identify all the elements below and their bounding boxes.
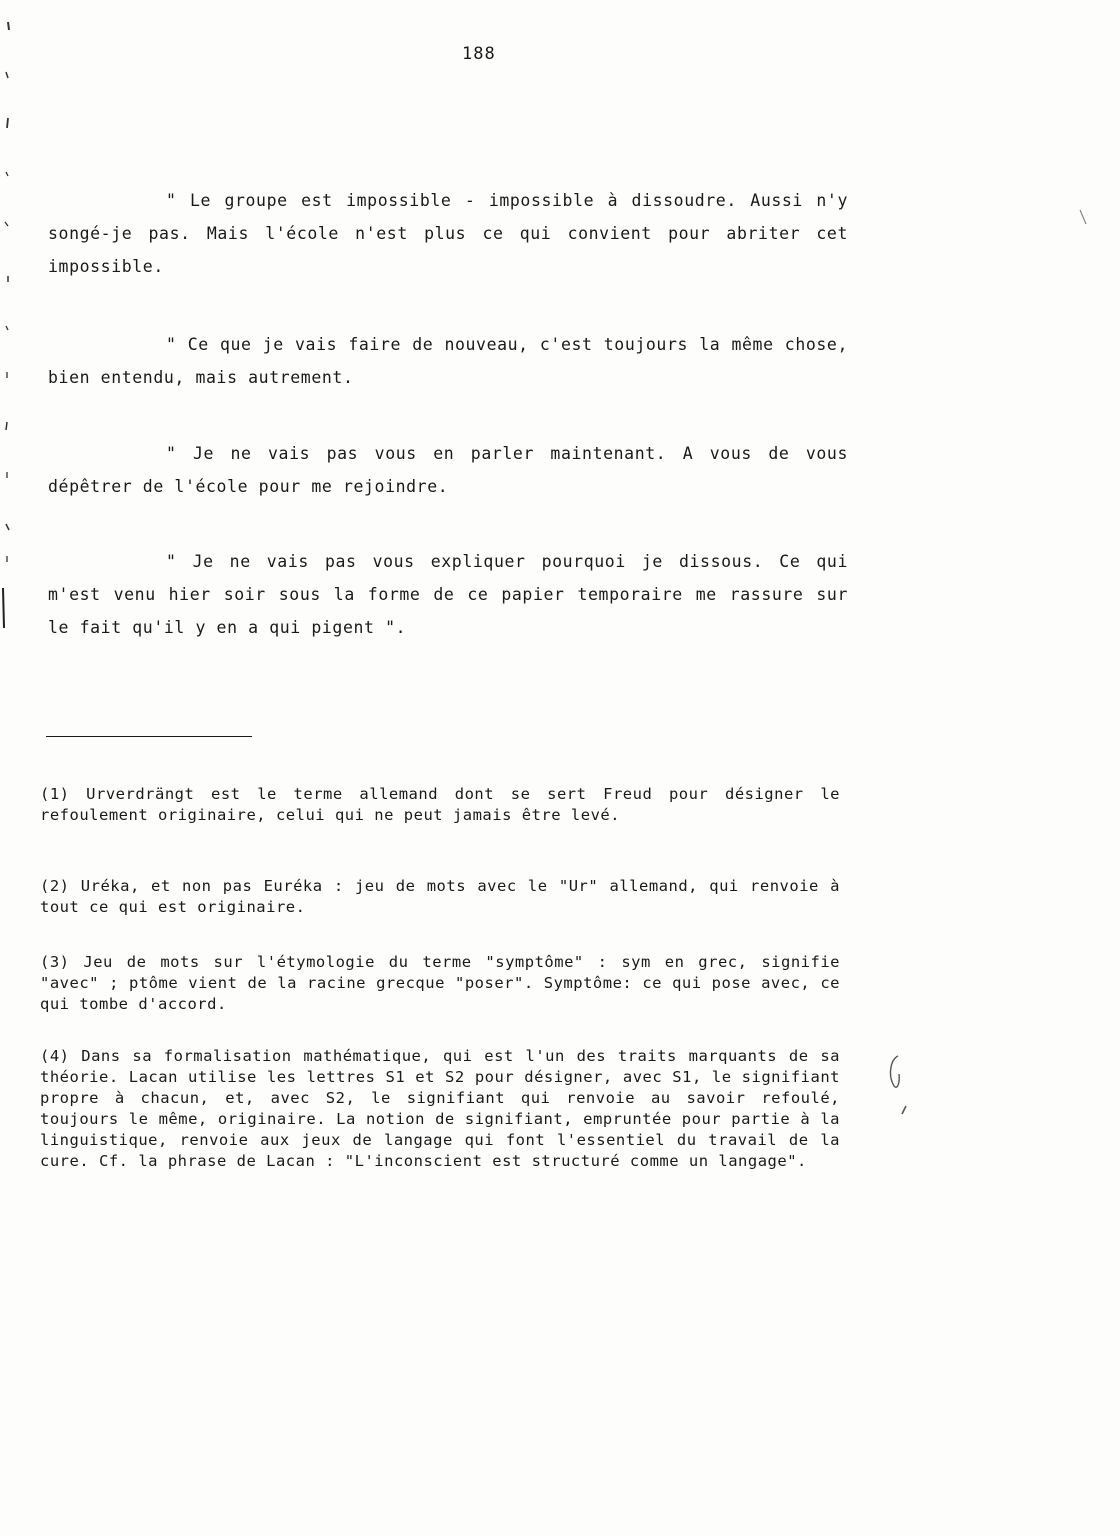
- footnote-1: (1) Urverdrängt est le terme allemand dont se sert Freud pour désigner le refoulement originaire, celui qui ne peut jamais être levé.: [40, 785, 840, 824]
- paragraph-3: [48, 437, 848, 503]
- paragraph-4: [48, 545, 848, 644]
- left-margin-scan-marks-icon: [0, 0, 20, 660]
- paragraph-2: [48, 328, 848, 394]
- paragraph-3-text: " Je ne vais pas vous en parler maintenant. A vous de vous dépêtrer de l'école pour me rejoindre.: [48, 444, 848, 496]
- paragraph-1: [48, 184, 848, 283]
- paragraph-1-text: " Le groupe est impossible - impossible à dissoudre. Aussi n'y songé-je pas. Mais l'école n'est plus ce qui convient pour abriter cet impossible.: [48, 191, 848, 276]
- footnote-3: (3) Jeu de mots sur l'étymologie du terme "symptôme" : sym en grec, signifie "avec" ; ptôme vient de la racine grecque "poser". Symptôme: ce qui pose avec, ce qui tombe d'accord.: [40, 953, 840, 1013]
- paragraph-2-text: " Ce que je vais faire de nouveau, c'est toujours la même chose, bien entendu, mais autrement.: [48, 335, 848, 387]
- footnote-4: (4) Dans sa formalisation mathématique, qui est l'un des traits marquants de sa théorie. Lacan utilise les lettres S1 et S2 pour désigner, avec S1, le signifiant propre à chacun, et, avec S2, le signifiant qui renvoie au savoir refoulé, toujours le même, originaire. La notion de signifiant, empruntée pour partie à la linguistique, renvoie aux jeux de langage qui font l'essentiel du travail de la cure. Cf. la phrase de Lacan : "L'inconscient est structuré comme un langage".: [40, 1047, 840, 1170]
- paragraph-4-text: " Je ne vais pas vous expliquer pourquoi je dissous. Ce qui m'est venu hier soir sous la forme de ce papier temporaire me rassure sur le fait qu'il y en a qui pigent ".: [48, 552, 848, 637]
- pencil-mark-icon: [884, 1052, 910, 1118]
- footnote-2: (2) Uréka, et non pas Euréka : jeu de mots avec le "Ur" allemand, qui renvoie à tout ce qui est originaire.: [40, 877, 840, 916]
- scan-speck-icon: [1078, 208, 1090, 228]
- footnote-separator: [46, 736, 252, 737]
- page-number: 188: [462, 44, 496, 64]
